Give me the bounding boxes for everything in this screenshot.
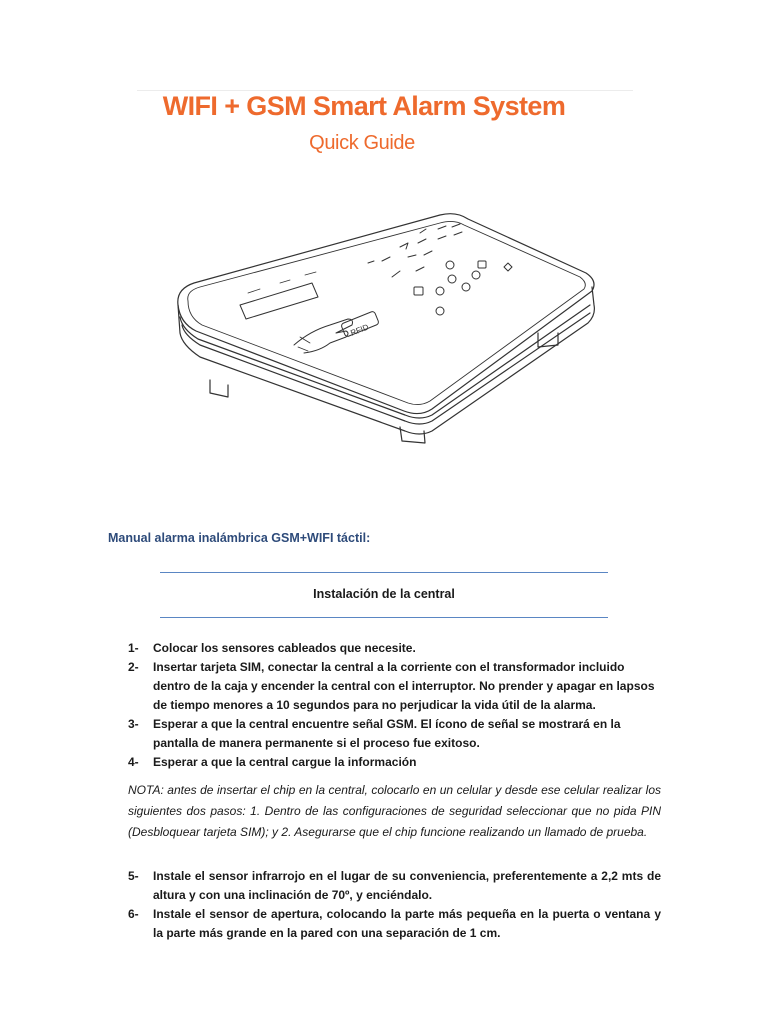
step-text: Instale el sensor de apertura, colocando la parte más pequeña en la puerta o ventana y la parte más grande en la pared con una separación de 1 cm. — [153, 907, 661, 940]
section-rule-top — [160, 572, 608, 573]
guide-title: WIFI + GSM Smart Alarm System — [162, 91, 566, 121]
rfid-label: RFID — [349, 322, 370, 338]
step-item — [128, 867, 661, 905]
step-text: Insertar tarjeta SIM, conectar la central a la corriente con el transformador incluido dentro de la caja y encender la central con el interruptor. No prender y apagar en lapsos de tiempo menores a 10 segundos para no perjudicar la vida útil de la alarma. — [153, 660, 655, 712]
step-number: 2- — [128, 660, 139, 674]
step-text: Instale el sensor infrarrojo en el lugar de su conveniencia, preferentemente a 2,2 mts de altura y con una inclinación de 70º, y enciéndalo. — [153, 869, 661, 902]
step-text: Esperar a que la central encuentre señal GSM. El ícono de señal se mostrará en la pantalla de manera permanente si el proceso fue exitoso. — [153, 717, 621, 750]
step-number: 3- — [128, 717, 139, 731]
guide-subtitle: Quick Guide — [309, 132, 415, 154]
step-text: Colocar los sensores cableados que necesite. — [153, 641, 416, 655]
note-paragraph: NOTA: antes de insertar el chip en la central, colocarlo en un celular y desde ese celular realizar los siguientes dos pasos: 1. Dentro de las configuraciones de seguridad seleccionar que no pida PIN (Desbloquear tarjeta SIM); y 2. Asegurarse que el chip funcione realizando un llamado de prueba. — [128, 783, 661, 839]
step-item — [128, 905, 661, 943]
installation-steps-continued — [128, 867, 661, 943]
manual-heading: Manual alarma inalámbrica GSM+WIFI táctil: — [108, 531, 371, 545]
section-title: Instalación de la central — [313, 587, 455, 601]
step-item — [128, 715, 661, 753]
step-number: 1- — [128, 641, 139, 655]
step-item — [128, 639, 661, 658]
section-rule-bottom — [160, 617, 608, 618]
step-item — [128, 658, 661, 715]
step-number: 6- — [128, 907, 139, 921]
step-number: 5- — [128, 869, 139, 883]
step-text: Esperar a que la central cargue la información — [153, 755, 417, 769]
step-item — [128, 753, 661, 772]
step-number: 4- — [128, 755, 139, 769]
alarm-panel-illustration — [170, 205, 600, 455]
installation-steps — [128, 639, 661, 772]
